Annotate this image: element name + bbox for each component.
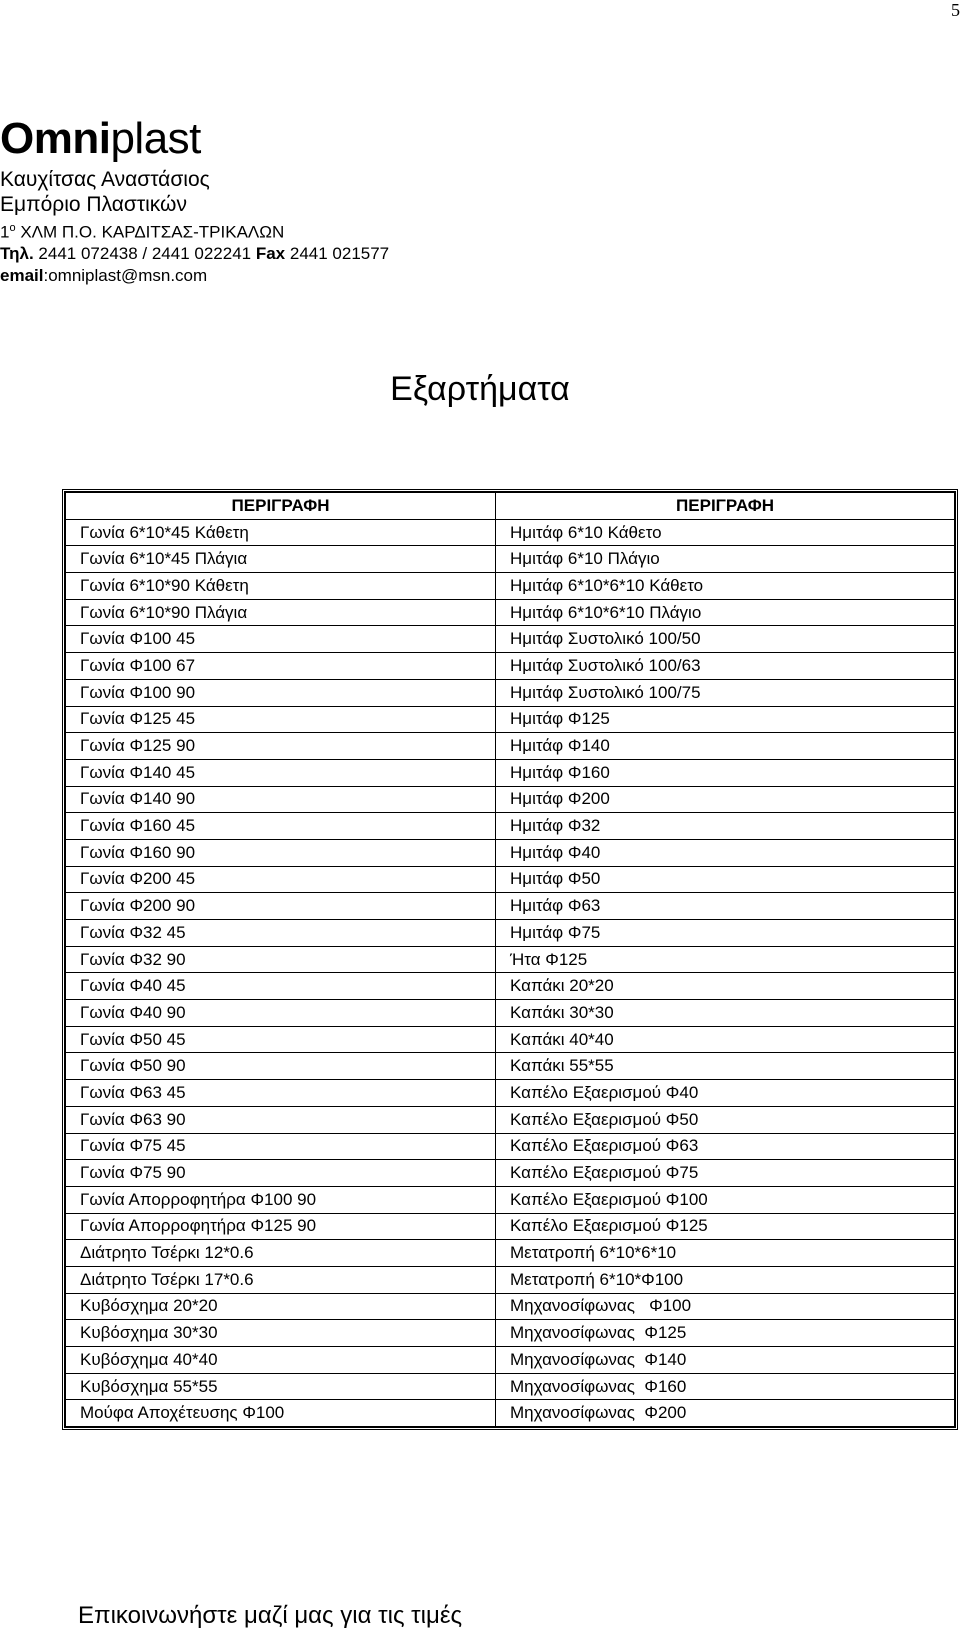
- table-cell: Ημιτάφ 6*10 Πλάγιο: [496, 546, 955, 573]
- table-row: [66, 1320, 955, 1347]
- fax-label: Fax: [255, 244, 286, 264]
- table-cell: Ημιτάφ Φ40: [496, 839, 955, 866]
- table-cell: Μετατροπή 6*10*6*10: [496, 1240, 955, 1267]
- table-cell: Ημιτάφ 6*10*6*10 Κάθετο: [496, 573, 955, 600]
- table-cell: Ημιτάφ Φ125: [496, 706, 955, 733]
- table-cell: Γωνία Φ32 90: [66, 946, 496, 973]
- table-cell: Μηχανοσίφωνας Φ100: [496, 1293, 955, 1320]
- table-row: [66, 786, 955, 813]
- brand-regular: plast: [110, 114, 201, 163]
- table-body: [66, 519, 955, 1426]
- table-cell: Ημιτάφ Φ200: [496, 786, 955, 813]
- table-row: [66, 920, 955, 947]
- table-cell: Κυβόσχημα 30*30: [66, 1320, 496, 1347]
- table-cell: Γωνία Φ32 45: [66, 920, 496, 947]
- address-num: 1: [0, 222, 10, 242]
- table-cell: Γωνία Φ40 45: [66, 973, 496, 1000]
- table-cell: Καπέλο Εξαερισμού Φ75: [496, 1160, 955, 1187]
- table-cell: Ημιτάφ Φ50: [496, 866, 955, 893]
- column-header: ΠΕΡΙΓΡΑΦΗ: [66, 493, 496, 520]
- table-cell: Γωνία Φ140 45: [66, 759, 496, 786]
- company-logo-text: [0, 114, 389, 165]
- products-table: [65, 492, 955, 1427]
- table-cell: Γωνία Φ125 90: [66, 733, 496, 760]
- address-rest: ΧΛΜ Π.Ο. ΚΑΡΔΙΤΣΑΣ-ΤΡΙΚΑΛΩΝ: [15, 222, 285, 242]
- table-cell: Διάτρητο Τσέρκι 17*0.6: [66, 1266, 496, 1293]
- table-cell: Γωνία 6*10*90 Κάθετη: [66, 573, 496, 600]
- table-cell: Γωνία Φ200 45: [66, 866, 496, 893]
- table-row: [66, 1293, 955, 1320]
- table-cell: Καπάκι 20*20: [496, 973, 955, 1000]
- products-table-frame: [62, 489, 958, 1430]
- page-number: 5: [951, 0, 960, 20]
- table-row: [66, 679, 955, 706]
- table-cell: Γωνία Φ125 45: [66, 706, 496, 733]
- table-row: [66, 1080, 955, 1107]
- table-cell: Καπέλο Εξαερισμού Φ50: [496, 1106, 955, 1133]
- table-row: [66, 1160, 955, 1187]
- table-row: [66, 626, 955, 653]
- table-cell: Γωνία Φ160 90: [66, 839, 496, 866]
- table-row: [66, 706, 955, 733]
- section-title: Εξαρτήματα: [390, 370, 570, 408]
- table-cell: Γωνία 6*10*45 Κάθετη: [66, 519, 496, 546]
- email-label: email: [0, 266, 44, 286]
- table-cell: Γωνία 6*10*90 Πλάγια: [66, 599, 496, 626]
- table-row: [66, 759, 955, 786]
- table-cell: Γωνία Φ50 45: [66, 1026, 496, 1053]
- table-cell: Ημιτάφ 6*10 Κάθετο: [496, 519, 955, 546]
- company-header: [0, 114, 389, 287]
- table-cell: Ημιτάφ Φ75: [496, 920, 955, 947]
- table-row: [66, 1266, 955, 1293]
- table-cell: Διάτρητο Τσέρκι 12*0.6: [66, 1240, 496, 1267]
- table-row: [66, 866, 955, 893]
- table-row: [66, 1133, 955, 1160]
- contact-email: [0, 265, 389, 287]
- table-cell: Γωνία Φ100 67: [66, 653, 496, 680]
- table-cell: Γωνία Φ75 90: [66, 1160, 496, 1187]
- table-cell: Καπάκι 30*30: [496, 1000, 955, 1027]
- table-cell: Μούφα Αποχέτευσης Φ100: [66, 1400, 496, 1427]
- table-cell: Μηχανοσίφωνας Φ160: [496, 1373, 955, 1400]
- brand-bold: Omni: [0, 114, 111, 163]
- table-row: [66, 1213, 955, 1240]
- address-sup: ο: [9, 221, 16, 234]
- table-cell: Ημιτάφ Φ32: [496, 813, 955, 840]
- table-cell: Κυβόσχημα 20*20: [66, 1293, 496, 1320]
- table-cell: Μηχανοσίφωνας Φ200: [496, 1400, 955, 1427]
- phone-label: Τηλ.: [0, 244, 34, 264]
- table-cell: Καπέλο Εξαερισμού Φ63: [496, 1133, 955, 1160]
- table-cell: Μηχανοσίφωνας Φ125: [496, 1320, 955, 1347]
- table-row: [66, 946, 955, 973]
- table-row: [66, 1000, 955, 1027]
- table-row: [66, 573, 955, 600]
- table-cell: Ημιτάφ Συστολικό 100/50: [496, 626, 955, 653]
- address: [0, 217, 389, 244]
- table-cell: Γωνία Απορροφητήρα Φ125 90: [66, 1213, 496, 1240]
- table-cell: Ημιτάφ 6*10*6*10 Πλάγιο: [496, 599, 955, 626]
- table-cell: Γωνία Φ40 90: [66, 1000, 496, 1027]
- table-cell: Γωνία Φ200 90: [66, 893, 496, 920]
- table-cell: Ημιτάφ Συστολικό 100/75: [496, 679, 955, 706]
- table-cell: Καπέλο Εξαερισμού Φ125: [496, 1213, 955, 1240]
- table-cell: Ημιτάφ Φ63: [496, 893, 955, 920]
- table-row: [66, 813, 955, 840]
- table-cell: Καπάκι 55*55: [496, 1053, 955, 1080]
- table-row: [66, 1053, 955, 1080]
- phone-value: 2441 072438 / 2441 022241: [33, 244, 256, 264]
- table-cell: Μηχανοσίφωνας Φ140: [496, 1347, 955, 1374]
- table-cell: Ημιτάφ Συστολικό 100/63: [496, 653, 955, 680]
- table-cell: Καπάκι 40*40: [496, 1026, 955, 1053]
- table-cell: Γωνία Φ75 45: [66, 1133, 496, 1160]
- table-row: [66, 973, 955, 1000]
- table-cell: Γωνία Φ50 90: [66, 1053, 496, 1080]
- table-cell: Μετατροπή 6*10*Φ100: [496, 1266, 955, 1293]
- table-row: [66, 546, 955, 573]
- fax-value: 2441 021577: [285, 244, 390, 264]
- table-row: [66, 1240, 955, 1267]
- table-cell: Γωνία Φ160 45: [66, 813, 496, 840]
- table-row: [66, 1186, 955, 1213]
- column-header: ΠΕΡΙΓΡΑΦΗ: [496, 493, 955, 520]
- table-cell: Κυβόσχημα 40*40: [66, 1347, 496, 1374]
- contact-phones: [0, 243, 389, 265]
- table-cell: Γωνία Φ63 90: [66, 1106, 496, 1133]
- table-cell: Ήτα Φ125: [496, 946, 955, 973]
- email-value: :omniplast@msn.com: [43, 266, 208, 286]
- table-cell: Ημιτάφ Φ140: [496, 733, 955, 760]
- table-cell: Ημιτάφ Φ160: [496, 759, 955, 786]
- footer-note: Επικοινωνήστε μαζί μας για τις τιμές: [78, 1602, 463, 1629]
- table-row: [66, 1373, 955, 1400]
- table-cell: Γωνία Απορροφητήρα Φ100 90: [66, 1186, 496, 1213]
- table-cell: Γωνία Φ63 45: [66, 1080, 496, 1107]
- table-row: [66, 893, 955, 920]
- table-header-row: [66, 493, 955, 520]
- table-row: [66, 1400, 955, 1427]
- owner-name: Καυχίτσας Αναστάσιος: [0, 167, 210, 191]
- table-row: [66, 599, 955, 626]
- table-row: [66, 1347, 955, 1374]
- table-cell: Καπέλο Εξαερισμού Φ100: [496, 1186, 955, 1213]
- table-cell: Καπέλο Εξαερισμού Φ40: [496, 1080, 955, 1107]
- table-row: [66, 1106, 955, 1133]
- table-cell: Κυβόσχημα 55*55: [66, 1373, 496, 1400]
- table-row: [66, 733, 955, 760]
- table-row: [66, 839, 955, 866]
- table-cell: Γωνία Φ100 90: [66, 679, 496, 706]
- business-type: Εμπόριο Πλαστικών: [0, 192, 187, 216]
- table-row: [66, 519, 955, 546]
- table-row: [66, 653, 955, 680]
- table-cell: Γωνία Φ100 45: [66, 626, 496, 653]
- table-cell: Γωνία Φ140 90: [66, 786, 496, 813]
- table-row: [66, 1026, 955, 1053]
- table-cell: Γωνία 6*10*45 Πλάγια: [66, 546, 496, 573]
